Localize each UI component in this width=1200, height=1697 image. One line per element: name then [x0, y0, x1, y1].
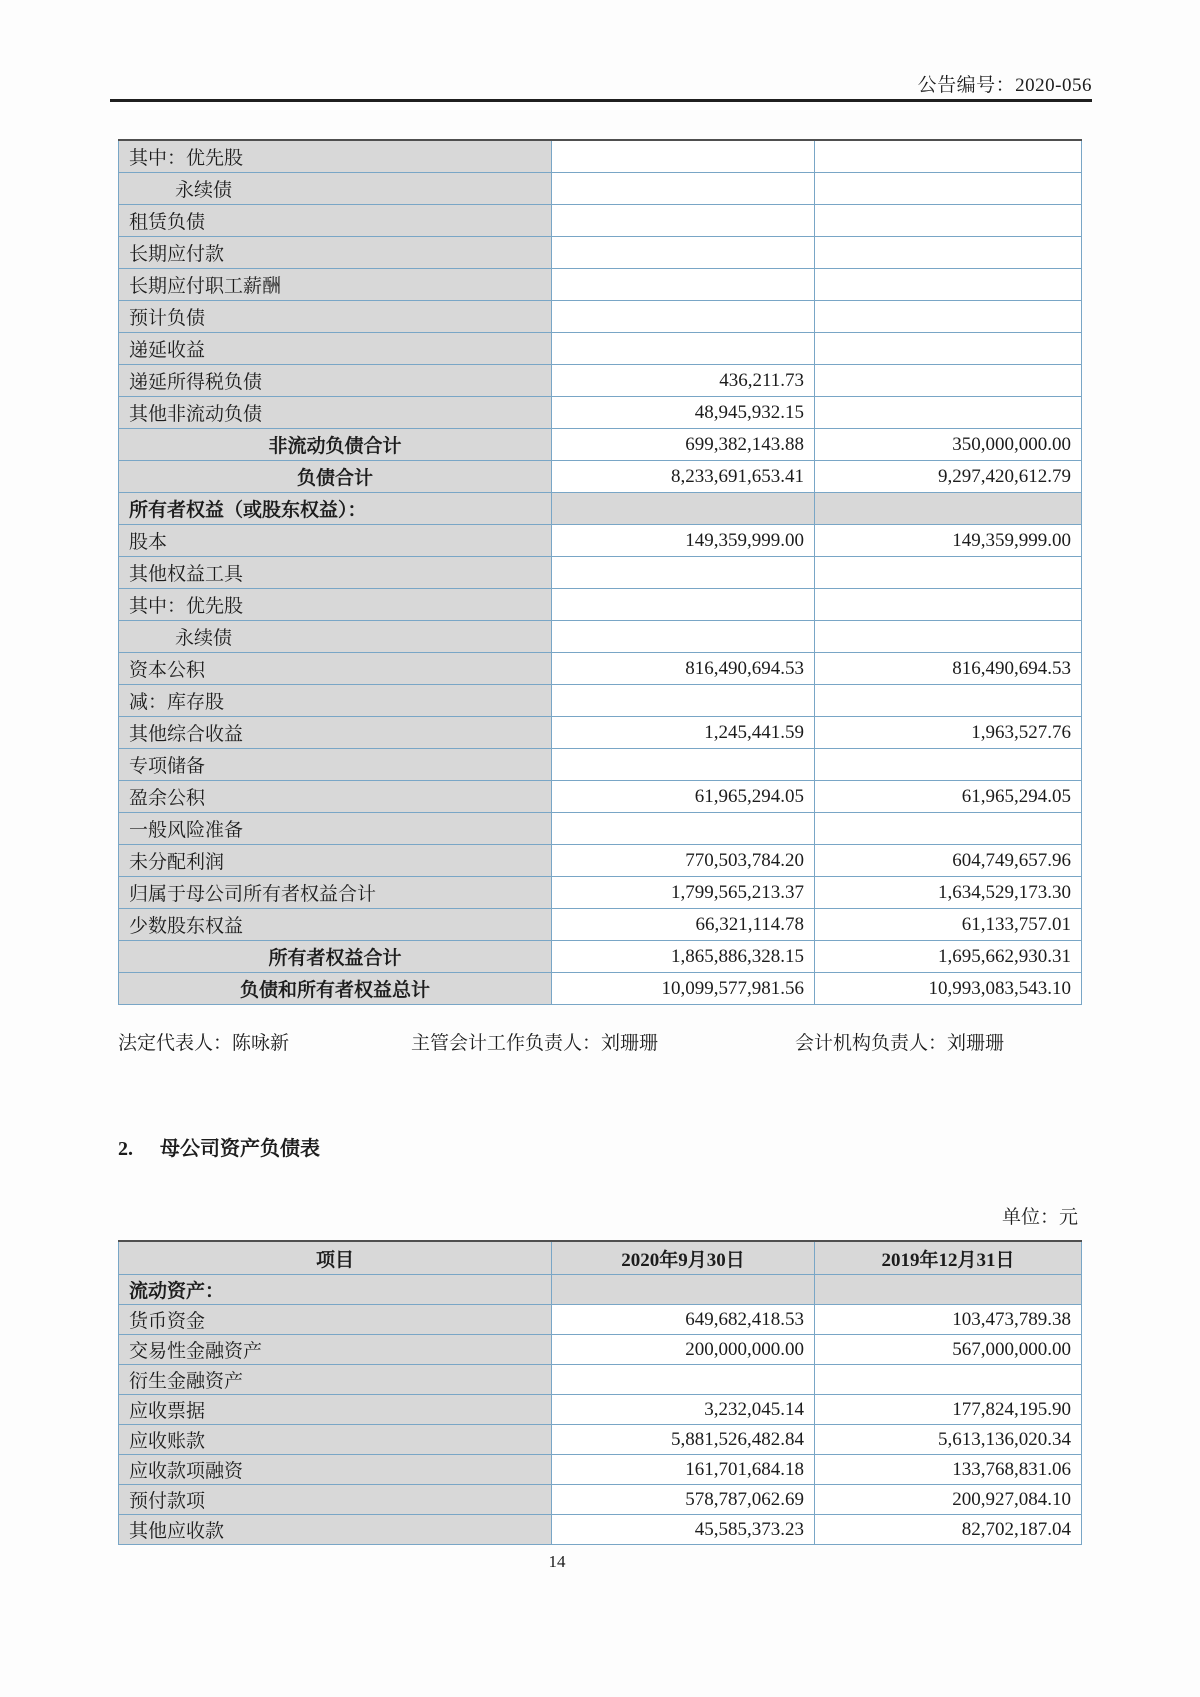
row-label-cell: 长期应付款 — [119, 237, 552, 269]
row-value-cell: 1,245,441.59 — [552, 717, 815, 749]
row-label-cell: 长期应付职工薪酬 — [119, 269, 552, 301]
table-row — [119, 621, 1082, 653]
row-value-cell: 66,321,114.78 — [552, 909, 815, 941]
row-label-cell: 负债和所有者权益总计 — [119, 973, 552, 1005]
row-value-cell — [552, 237, 815, 269]
row-value-cell — [815, 365, 1082, 397]
row-value-cell: 567,000,000.00 — [815, 1335, 1082, 1365]
row-value-cell: 161,701,684.18 — [552, 1455, 815, 1485]
row-label-cell: 所有者权益合计 — [119, 941, 552, 973]
table-row — [119, 589, 1082, 621]
row-value-cell: 699,382,143.88 — [552, 429, 815, 461]
table-row — [119, 429, 1082, 461]
row-label-cell: 其中：优先股 — [119, 140, 552, 173]
row-value-cell: 1,799,565,213.37 — [552, 877, 815, 909]
row-label-cell: 永续债 — [119, 621, 552, 653]
consolidated-balance-sheet-table — [118, 139, 1082, 1005]
row-value-cell: 649,682,418.53 — [552, 1305, 815, 1335]
legal-representative: 法定代表人：陈咏新 — [118, 1033, 290, 1054]
row-value-cell: 133,768,831.06 — [815, 1455, 1082, 1485]
table-row — [119, 205, 1082, 237]
row-label-cell: 货币资金 — [119, 1305, 552, 1335]
row-value-cell: 82,702,187.04 — [815, 1515, 1082, 1545]
table-row — [119, 397, 1082, 429]
row-value-cell — [552, 301, 815, 333]
table-row — [119, 1275, 1082, 1305]
chief-accountant: 主管会计工作负责人：刘珊珊 — [411, 1033, 659, 1054]
table-row — [119, 1425, 1082, 1455]
announcement-number: 公告编号：2020-056 — [917, 75, 1092, 96]
row-value-cell — [815, 301, 1082, 333]
row-label-cell: 预付款项 — [119, 1485, 552, 1515]
row-value-cell: 1,963,527.76 — [815, 717, 1082, 749]
row-value-cell: 149,359,999.00 — [552, 525, 815, 557]
row-value-cell: 350,000,000.00 — [815, 429, 1082, 461]
table-row — [119, 781, 1082, 813]
row-value-cell — [552, 205, 815, 237]
row-value-cell: 770,503,784.20 — [552, 845, 815, 877]
table-row — [119, 941, 1082, 973]
row-label-cell: 少数股东权益 — [119, 909, 552, 941]
row-value-cell: 3,232,045.14 — [552, 1395, 815, 1425]
table-row — [119, 877, 1082, 909]
column-header-date-2020: 2020年9月30日 — [552, 1241, 815, 1275]
table-row — [119, 845, 1082, 877]
table-row — [119, 1455, 1082, 1485]
table-row — [119, 717, 1082, 749]
row-label-cell: 其中：优先股 — [119, 589, 552, 621]
row-label-cell: 交易性金融资产 — [119, 1335, 552, 1365]
row-value-cell — [815, 557, 1082, 589]
row-label-cell: 未分配利润 — [119, 845, 552, 877]
row-value-cell: 200,000,000.00 — [552, 1335, 815, 1365]
row-value-cell: 61,965,294.05 — [815, 781, 1082, 813]
row-value-cell — [552, 749, 815, 781]
row-value-cell: 45,585,373.23 — [552, 1515, 815, 1545]
row-value-cell: 103,473,789.38 — [815, 1305, 1082, 1335]
row-value-cell — [815, 493, 1082, 525]
row-label-cell: 预计负债 — [119, 301, 552, 333]
row-value-cell — [815, 589, 1082, 621]
table-row — [119, 173, 1082, 205]
row-label-cell: 盈余公积 — [119, 781, 552, 813]
table-row — [119, 909, 1082, 941]
header-divider — [110, 99, 1092, 102]
row-value-cell — [552, 333, 815, 365]
row-value-cell — [815, 397, 1082, 429]
row-value-cell: 816,490,694.53 — [815, 653, 1082, 685]
row-label-cell: 租赁负债 — [119, 205, 552, 237]
row-value-cell — [552, 173, 815, 205]
row-label-cell: 资本公积 — [119, 653, 552, 685]
row-value-cell — [815, 269, 1082, 301]
table-row — [119, 237, 1082, 269]
row-value-cell: 1,865,886,328.15 — [552, 941, 815, 973]
row-value-cell — [815, 333, 1082, 365]
row-value-cell — [552, 685, 815, 717]
section-title: 母公司资产负债表 — [160, 1138, 320, 1160]
table-row — [119, 525, 1082, 557]
row-value-cell — [815, 813, 1082, 845]
row-label-cell: 衍生金融资产 — [119, 1365, 552, 1395]
row-value-cell — [552, 621, 815, 653]
row-label-cell: 其他非流动负债 — [119, 397, 552, 429]
row-value-cell — [552, 813, 815, 845]
row-value-cell — [552, 1275, 815, 1305]
table-row — [119, 1515, 1082, 1545]
table-row — [119, 749, 1082, 781]
row-label-cell: 递延收益 — [119, 333, 552, 365]
row-value-cell: 5,881,526,482.84 — [552, 1425, 815, 1455]
row-label-cell: 非流动负债合计 — [119, 429, 552, 461]
table-row — [119, 557, 1082, 589]
row-value-cell: 10,993,083,543.10 — [815, 973, 1082, 1005]
row-value-cell — [815, 140, 1082, 173]
row-value-cell: 61,965,294.05 — [552, 781, 815, 813]
column-header-date-2019: 2019年12月31日 — [815, 1241, 1082, 1275]
row-value-cell: 177,824,195.90 — [815, 1395, 1082, 1425]
parent-balance-sheet-body — [119, 1275, 1082, 1545]
table-row — [119, 365, 1082, 397]
row-label-cell: 股本 — [119, 525, 552, 557]
row-label-cell: 所有者权益（或股东权益）： — [119, 493, 552, 525]
row-value-cell: 604,749,657.96 — [815, 845, 1082, 877]
table-row — [119, 653, 1082, 685]
signature-line — [118, 1028, 1078, 1054]
row-value-cell: 5,613,136,020.34 — [815, 1425, 1082, 1455]
row-label-cell: 其他权益工具 — [119, 557, 552, 589]
table-row — [119, 269, 1082, 301]
unit-label: 单位：元 — [1001, 1207, 1078, 1228]
row-value-cell — [552, 557, 815, 589]
table-header-row — [119, 1241, 1082, 1275]
table-row — [119, 685, 1082, 717]
row-value-cell: 436,211.73 — [552, 365, 815, 397]
row-value-cell — [815, 685, 1082, 717]
row-label-cell: 应收票据 — [119, 1395, 552, 1425]
table-row — [119, 301, 1082, 333]
accounting-org-head: 会计机构负责人：刘珊珊 — [795, 1033, 1005, 1054]
row-value-cell: 61,133,757.01 — [815, 909, 1082, 941]
row-value-cell — [815, 237, 1082, 269]
section-heading — [118, 1132, 320, 1161]
row-value-cell: 816,490,694.53 — [552, 653, 815, 685]
row-label-cell: 流动资产： — [119, 1275, 552, 1305]
page-number: 14 — [548, 1552, 566, 1571]
row-label-cell: 应收账款 — [119, 1425, 552, 1455]
table-row — [119, 140, 1082, 173]
table-row — [119, 1395, 1082, 1425]
column-header-item: 项目 — [119, 1241, 552, 1275]
row-label-cell: 永续债 — [119, 173, 552, 205]
row-value-cell — [815, 1275, 1082, 1305]
row-value-cell: 200,927,084.10 — [815, 1485, 1082, 1515]
table-row — [119, 1485, 1082, 1515]
balance-sheet-body — [119, 140, 1082, 1005]
row-label-cell: 其他应收款 — [119, 1515, 552, 1545]
row-value-cell: 10,099,577,981.56 — [552, 973, 815, 1005]
table-row — [119, 333, 1082, 365]
row-label-cell: 递延所得税负债 — [119, 365, 552, 397]
table-row — [119, 813, 1082, 845]
row-value-cell — [815, 621, 1082, 653]
row-label-cell: 减：库存股 — [119, 685, 552, 717]
row-value-cell: 9,297,420,612.79 — [815, 461, 1082, 493]
table-row — [119, 1305, 1082, 1335]
row-label-cell: 专项储备 — [119, 749, 552, 781]
table-row — [119, 493, 1082, 525]
table-row — [119, 1365, 1082, 1395]
table-row — [119, 1335, 1082, 1365]
table-row — [119, 973, 1082, 1005]
row-value-cell — [552, 493, 815, 525]
row-value-cell — [552, 1365, 815, 1395]
row-label-cell: 归属于母公司所有者权益合计 — [119, 877, 552, 909]
row-value-cell — [815, 205, 1082, 237]
row-value-cell: 1,695,662,930.31 — [815, 941, 1082, 973]
row-value-cell — [815, 749, 1082, 781]
row-label-cell: 应收款项融资 — [119, 1455, 552, 1485]
row-value-cell — [552, 140, 815, 173]
row-value-cell — [815, 173, 1082, 205]
row-label-cell: 一般风险准备 — [119, 813, 552, 845]
row-value-cell — [552, 269, 815, 301]
row-label-cell: 负债合计 — [119, 461, 552, 493]
row-value-cell: 578,787,062.69 — [552, 1485, 815, 1515]
table-row — [119, 461, 1082, 493]
row-value-cell: 8,233,691,653.41 — [552, 461, 815, 493]
parent-company-balance-sheet-table — [118, 1240, 1082, 1545]
row-value-cell: 48,945,932.15 — [552, 397, 815, 429]
row-value-cell — [815, 1365, 1082, 1395]
row-value-cell — [552, 589, 815, 621]
row-value-cell: 1,634,529,173.30 — [815, 877, 1082, 909]
row-value-cell: 149,359,999.00 — [815, 525, 1082, 557]
section-number: 2. — [118, 1138, 133, 1160]
row-label-cell: 其他综合收益 — [119, 717, 552, 749]
